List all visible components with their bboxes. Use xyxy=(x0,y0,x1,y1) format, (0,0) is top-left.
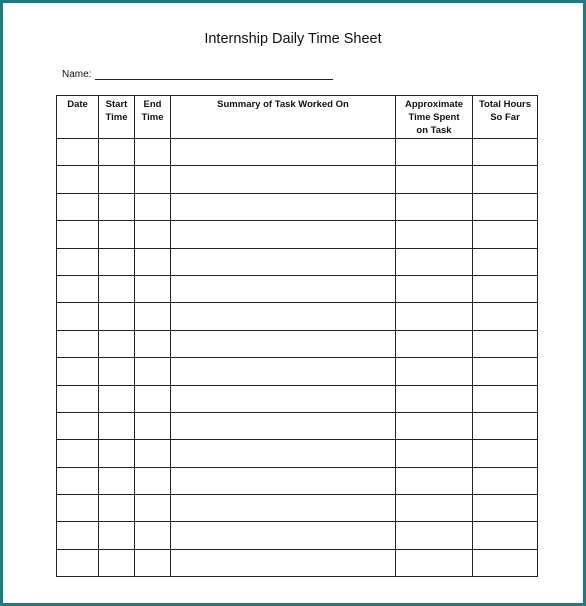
summary-cell[interactable] xyxy=(171,248,396,275)
end-time-cell[interactable] xyxy=(135,303,171,330)
end-time-cell[interactable] xyxy=(135,495,171,522)
approx-time-cell[interactable] xyxy=(396,522,473,549)
date-cell[interactable] xyxy=(57,330,99,357)
date-cell[interactable] xyxy=(57,358,99,385)
approx-time-cell[interactable] xyxy=(396,303,473,330)
table-row xyxy=(57,522,538,549)
summary-cell[interactable] xyxy=(171,522,396,549)
start-time-cell[interactable] xyxy=(99,440,135,467)
total-hours-cell[interactable] xyxy=(473,303,538,330)
table-row xyxy=(57,166,538,193)
table-row xyxy=(57,275,538,302)
col-header-date: Date xyxy=(57,96,99,139)
approx-time-cell[interactable] xyxy=(396,358,473,385)
date-cell[interactable] xyxy=(57,303,99,330)
total-hours-cell[interactable] xyxy=(473,495,538,522)
table-row xyxy=(57,139,538,166)
date-cell[interactable] xyxy=(57,549,99,576)
table-row xyxy=(57,412,538,439)
table-row xyxy=(57,358,538,385)
start-time-cell[interactable] xyxy=(99,522,135,549)
date-cell[interactable] xyxy=(57,221,99,248)
date-cell[interactable] xyxy=(57,412,99,439)
total-hours-cell[interactable] xyxy=(473,549,538,576)
end-time-cell[interactable] xyxy=(135,193,171,220)
summary-cell[interactable] xyxy=(171,495,396,522)
end-time-cell[interactable] xyxy=(135,221,171,248)
summary-cell[interactable] xyxy=(171,221,396,248)
time-sheet-table xyxy=(56,95,538,577)
start-time-cell[interactable] xyxy=(99,193,135,220)
table-row xyxy=(57,549,538,576)
date-cell[interactable] xyxy=(57,166,99,193)
start-time-cell[interactable] xyxy=(99,275,135,302)
table-row xyxy=(57,495,538,522)
approx-time-cell[interactable] xyxy=(396,495,473,522)
approx-time-cell[interactable] xyxy=(396,248,473,275)
name-field-line[interactable] xyxy=(95,68,333,80)
start-time-cell[interactable] xyxy=(99,495,135,522)
start-time-cell[interactable] xyxy=(99,221,135,248)
end-time-cell[interactable] xyxy=(135,139,171,166)
summary-cell[interactable] xyxy=(171,412,396,439)
approx-time-cell[interactable] xyxy=(396,412,473,439)
summary-cell[interactable] xyxy=(171,467,396,494)
summary-cell[interactable] xyxy=(171,358,396,385)
total-hours-cell[interactable] xyxy=(473,522,538,549)
table-row xyxy=(57,193,538,220)
total-hours-cell[interactable] xyxy=(473,330,538,357)
total-hours-cell[interactable] xyxy=(473,385,538,412)
table-row xyxy=(57,221,538,248)
end-time-cell[interactable] xyxy=(135,166,171,193)
total-hours-cell[interactable] xyxy=(473,166,538,193)
end-time-cell[interactable] xyxy=(135,275,171,302)
end-time-cell[interactable] xyxy=(135,248,171,275)
start-time-cell[interactable] xyxy=(99,166,135,193)
start-time-cell[interactable] xyxy=(99,385,135,412)
date-cell[interactable] xyxy=(57,248,99,275)
total-hours-cell[interactable] xyxy=(473,275,538,302)
end-time-cell[interactable] xyxy=(135,549,171,576)
name-label: Name: xyxy=(62,69,92,80)
start-time-cell[interactable] xyxy=(99,139,135,166)
start-time-cell[interactable] xyxy=(99,248,135,275)
total-hours-cell[interactable] xyxy=(473,139,538,166)
approx-time-cell[interactable] xyxy=(396,440,473,467)
col-header-start-time: Start Time xyxy=(99,96,135,139)
start-time-cell[interactable] xyxy=(99,303,135,330)
end-time-cell[interactable] xyxy=(135,385,171,412)
total-hours-cell[interactable] xyxy=(473,358,538,385)
approx-time-cell[interactable] xyxy=(396,549,473,576)
summary-cell[interactable] xyxy=(171,193,396,220)
approx-time-cell[interactable] xyxy=(396,193,473,220)
col-header-approx-time: Approximate Time Spent on Task xyxy=(396,96,473,139)
date-cell[interactable] xyxy=(57,522,99,549)
table-row xyxy=(57,467,538,494)
total-hours-cell[interactable] xyxy=(473,467,538,494)
date-cell[interactable] xyxy=(57,139,99,166)
table-row xyxy=(57,303,538,330)
summary-cell[interactable] xyxy=(171,549,396,576)
document-title: Internship Daily Time Sheet xyxy=(204,31,382,47)
approx-time-cell[interactable] xyxy=(396,275,473,302)
approx-time-cell[interactable] xyxy=(396,139,473,166)
date-cell[interactable] xyxy=(57,495,99,522)
table-row xyxy=(57,440,538,467)
total-hours-cell[interactable] xyxy=(473,193,538,220)
table-row xyxy=(57,385,538,412)
table-row xyxy=(57,248,538,275)
end-time-cell[interactable] xyxy=(135,358,171,385)
date-cell[interactable] xyxy=(57,467,99,494)
total-hours-cell[interactable] xyxy=(473,440,538,467)
start-time-cell[interactable] xyxy=(99,412,135,439)
start-time-cell[interactable] xyxy=(99,549,135,576)
end-time-cell[interactable] xyxy=(135,412,171,439)
name-field-row xyxy=(62,68,333,80)
approx-time-cell[interactable] xyxy=(396,221,473,248)
summary-cell[interactable] xyxy=(171,166,396,193)
date-cell[interactable] xyxy=(57,193,99,220)
col-header-total-hours: Total Hours So Far xyxy=(473,96,538,139)
end-time-cell[interactable] xyxy=(135,522,171,549)
total-hours-cell[interactable] xyxy=(473,221,538,248)
start-time-cell[interactable] xyxy=(99,330,135,357)
header-row xyxy=(57,96,538,139)
date-cell[interactable] xyxy=(57,385,99,412)
start-time-cell[interactable] xyxy=(99,467,135,494)
table-body xyxy=(57,139,538,577)
date-cell[interactable] xyxy=(57,275,99,302)
end-time-cell[interactable] xyxy=(135,440,171,467)
start-time-cell[interactable] xyxy=(99,358,135,385)
approx-time-cell[interactable] xyxy=(396,467,473,494)
summary-cell[interactable] xyxy=(171,385,396,412)
approx-time-cell[interactable] xyxy=(396,330,473,357)
end-time-cell[interactable] xyxy=(135,467,171,494)
col-header-summary: Summary of Task Worked On xyxy=(171,96,396,139)
table-row xyxy=(57,330,538,357)
total-hours-cell[interactable] xyxy=(473,412,538,439)
approx-time-cell[interactable] xyxy=(396,385,473,412)
summary-cell[interactable] xyxy=(171,303,396,330)
approx-time-cell[interactable] xyxy=(396,166,473,193)
summary-cell[interactable] xyxy=(171,330,396,357)
summary-cell[interactable] xyxy=(171,275,396,302)
total-hours-cell[interactable] xyxy=(473,248,538,275)
end-time-cell[interactable] xyxy=(135,330,171,357)
summary-cell[interactable] xyxy=(171,139,396,166)
col-header-end-time: End Time xyxy=(135,96,171,139)
summary-cell[interactable] xyxy=(171,440,396,467)
date-cell[interactable] xyxy=(57,440,99,467)
